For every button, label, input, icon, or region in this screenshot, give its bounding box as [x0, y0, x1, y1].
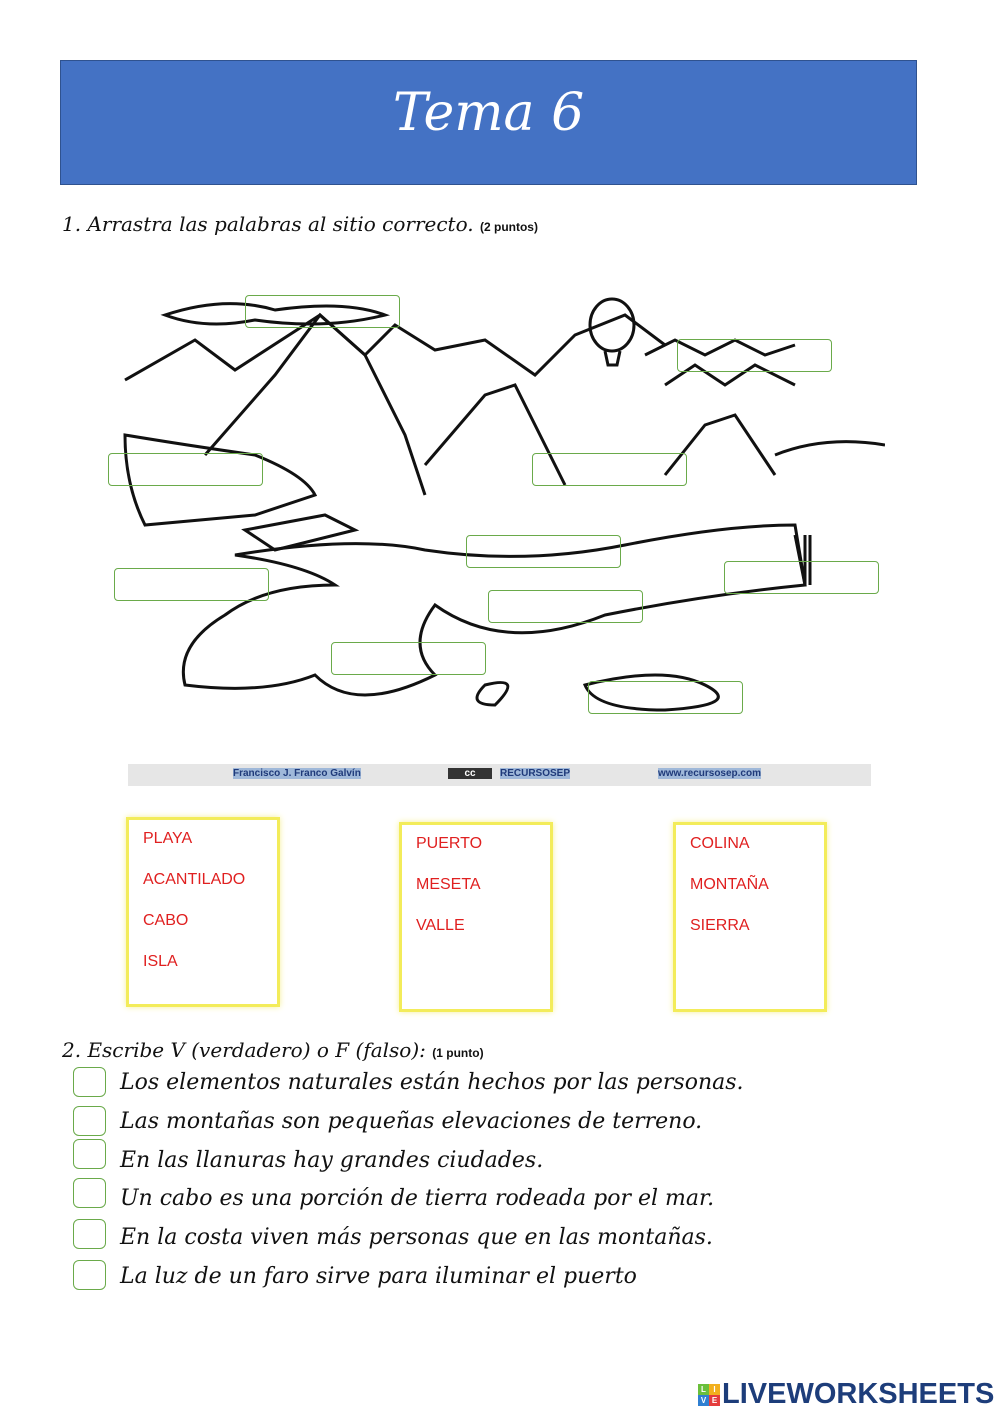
drop-box-7[interactable] [114, 568, 269, 601]
title-banner [60, 60, 917, 185]
word-bank-2 [399, 822, 553, 1012]
answer-box-6[interactable] [73, 1260, 106, 1290]
page-title: Tema 6 [392, 83, 585, 143]
statement-4: Un cabo es una porción de tierra rodeada por el mar. [120, 1186, 715, 1211]
drop-box-10[interactable] [588, 681, 743, 714]
question-1 [62, 212, 538, 236]
drop-box-5[interactable] [466, 535, 621, 568]
draggable-word[interactable]: PLAYA [143, 830, 193, 847]
credits-bar [128, 764, 871, 786]
credit-brand: RECURSOSEP [500, 768, 571, 779]
question-2-points: (1 punto) [432, 1046, 484, 1060]
credit-author: Francisco J. Franco Galvín [233, 768, 361, 779]
draggable-word[interactable]: PUERTO [416, 835, 483, 852]
draggable-word[interactable]: CABO [143, 912, 189, 929]
answer-box-5[interactable] [73, 1219, 106, 1249]
statement-2: Las montañas son pequeñas elevaciones de terreno. [120, 1109, 703, 1134]
logo-text: LIVEWORKSHEETS [722, 1378, 995, 1410]
answer-box-1[interactable] [73, 1067, 106, 1097]
statement-1: Los elementos naturales están hechos por las personas. [120, 1070, 744, 1095]
draggable-word[interactable]: VALLE [416, 917, 465, 934]
draggable-word[interactable]: MONTAÑA [690, 876, 769, 893]
answer-box-4[interactable] [73, 1178, 106, 1208]
answer-box-3[interactable] [73, 1139, 106, 1169]
drop-box-2[interactable] [677, 339, 832, 372]
statement-5: En la costa viven más personas que en las montañas. [120, 1225, 713, 1250]
live-blocks-icon: L IV E [698, 1384, 722, 1406]
answer-box-2[interactable] [73, 1106, 106, 1136]
draggable-word[interactable]: SIERRA [690, 917, 750, 934]
drop-box-9[interactable] [331, 642, 486, 675]
draggable-word[interactable]: ISLA [143, 953, 178, 970]
question-1-points: (2 puntos) [479, 220, 538, 234]
statement-3: En las llanuras hay grandes ciudades. [120, 1148, 544, 1173]
question-2-text: 2. Escribe V (verdadero) o F (falso): [62, 1038, 426, 1062]
draggable-word[interactable]: COLINA [690, 835, 750, 852]
draggable-word[interactable]: ACANTILADO [143, 871, 246, 888]
drop-box-1[interactable] [245, 295, 400, 328]
cc-license-icon: cc [448, 768, 492, 779]
word-bank-3 [673, 822, 827, 1012]
question-1-text: 1. Arrastra las palabras al sitio correcto. [62, 212, 474, 236]
draggable-word[interactable]: MESETA [416, 876, 481, 893]
drop-box-3[interactable] [108, 453, 263, 486]
drop-box-8[interactable] [488, 590, 643, 623]
drop-box-4[interactable] [532, 453, 687, 486]
liveworksheets-logo [698, 1378, 994, 1411]
question-2 [62, 1038, 484, 1062]
credit-url: www.recursosep.com [658, 768, 761, 779]
drop-box-6[interactable] [724, 561, 879, 594]
statement-6: La luz de un faro sirve para iluminar el puerto [120, 1264, 637, 1289]
word-bank-1 [126, 817, 280, 1007]
